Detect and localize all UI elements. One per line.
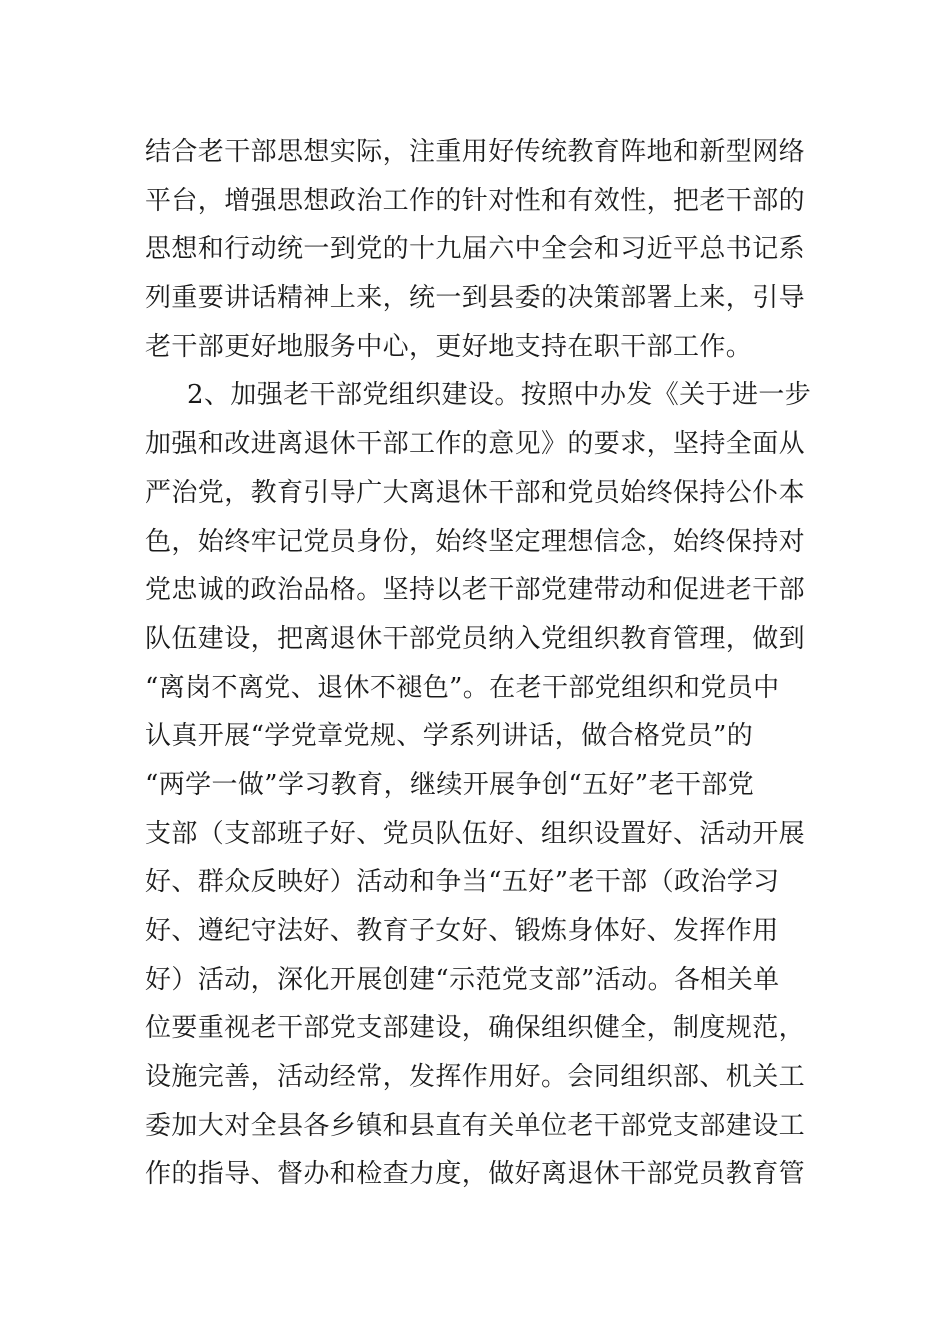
text-line: 好、遵纪守法好、教育子女好、锻炼身体好、发挥作用 bbox=[145, 916, 779, 946]
text-line: 好、群众反映好）活动和争当“五好”老干部（政治学习 bbox=[145, 867, 780, 898]
body-text bbox=[145, 128, 812, 1199]
text-line: 委加大对全县各乡镇和县直有关单位老干部党支部建设工 bbox=[145, 1110, 806, 1141]
text-line: 色，始终牢记党员身份，始终坚定理想信念，始终保持对 bbox=[145, 526, 806, 557]
paragraph-start-line: 2、加强老干部党组织建设。按照中办发《关于进一步 bbox=[187, 380, 812, 411]
text-line: 支部（支部班子好、党员队伍好、组织设置好、活动开展 bbox=[145, 818, 806, 849]
text-line: 思想和行动统一到党的十九届六中全会和习近平总书记系 bbox=[145, 234, 806, 265]
text-line: 位要重视老干部党支部建设，确保组织健全，制度规范， bbox=[145, 1013, 806, 1044]
text-line: 结合老干部思想实际，注重用好传统教育阵地和新型网络 bbox=[145, 137, 806, 167]
text-line: 加强和改进离退休干部工作的意见》的要求，坚持全面从 bbox=[145, 429, 806, 460]
text-line: 设施完善，活动经常，发挥作用好。会同组织部、机关工 bbox=[145, 1062, 806, 1093]
text-line: 认真开展“学党章党规、学系列讲话，做合格党员”的 bbox=[145, 721, 754, 752]
text-line: 严治党，教育引导广大离退休干部和党员始终保持公仆本 bbox=[145, 477, 806, 508]
text-line: “两学一做”学习教育，继续开展争创“五好”老干部党 bbox=[145, 769, 755, 800]
text-line: 列重要讲话精神上来，统一到县委的决策部署上来，引导 bbox=[145, 283, 806, 314]
text-line: 党忠诚的政治品格。坚持以老干部党建带动和促进老干部 bbox=[145, 575, 806, 606]
text-line: 队伍建设，把离退休干部党员纳入党组织教育管理，做到 bbox=[145, 623, 806, 654]
text-line: 好）活动，深化开展创建“示范党支部”活动。各相关单 bbox=[145, 964, 780, 995]
text-line: 老干部更好地服务中心，更好地支持在职干部工作。 bbox=[145, 331, 753, 362]
text-line: 平台，增强思想政治工作的针对性和有效性，把老干部的 bbox=[145, 185, 806, 216]
text-line: 作的指导、督办和检查力度，做好离退休干部党员教育管 bbox=[145, 1159, 806, 1190]
text-line: “离岗不离党、退休不褪色”。在老干部党组织和党员中 bbox=[145, 672, 780, 703]
